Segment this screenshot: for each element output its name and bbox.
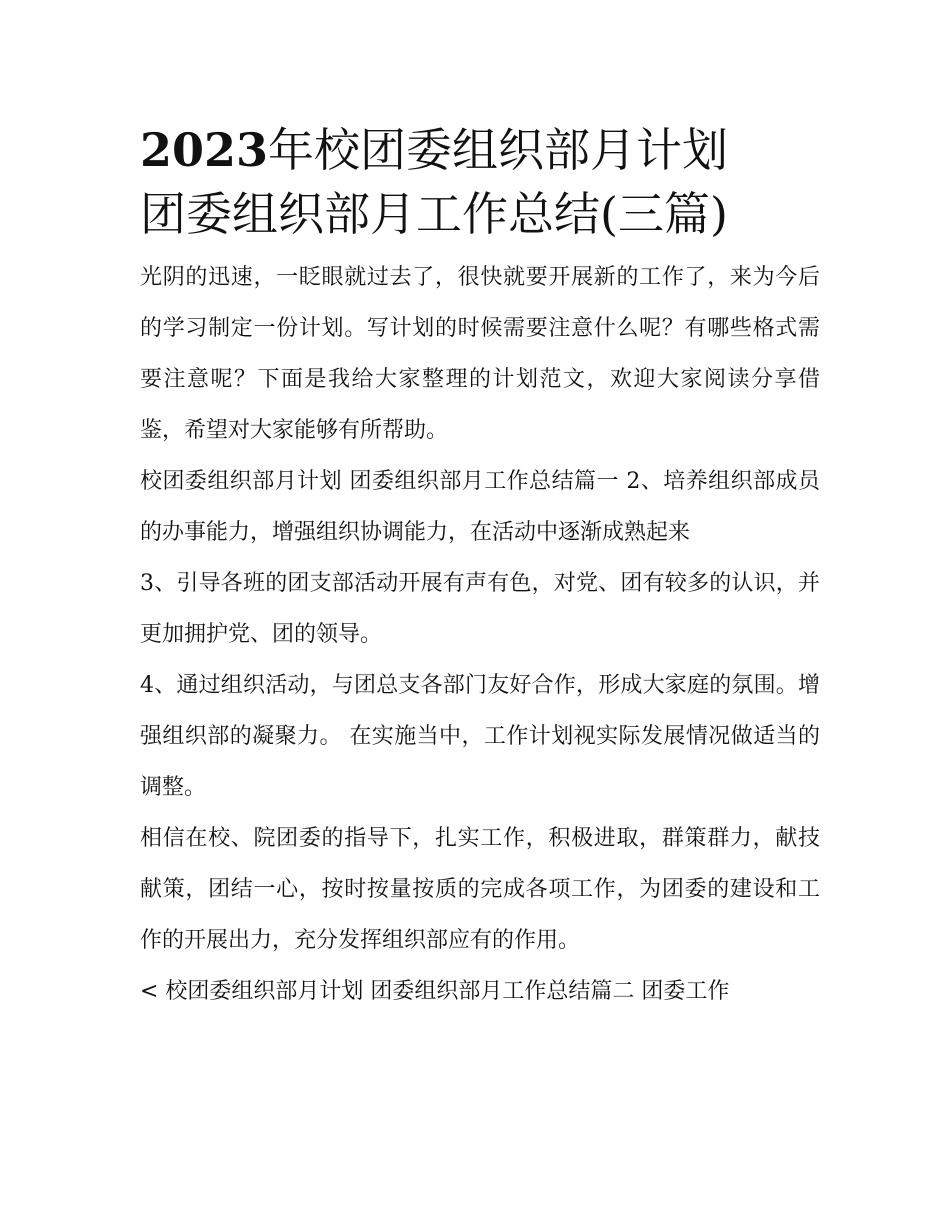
paragraph-item-4: 4、通过组织活动，与团总支各部门友好合作，形成大家庭的氛围。增强组织部的凝聚力。 在实施当中，工作计划视实际发展情况做适当的调整。 xyxy=(140,673,820,800)
title-line-2: 团委组织部月工作总结(三篇) xyxy=(140,187,728,241)
document-body xyxy=(140,118,820,1017)
paragraph-conclusion: 相信在校、院团委的指导下，扎实工作，积极进取，群策群力，献技献策，团结一心，按时按量按质的完成各项工作，为团委的建设和工作的开展出力，充分发挥组织部应有的作用。 xyxy=(140,826,820,953)
document-title xyxy=(140,118,820,246)
paragraph-intro: 光阴的迅速，一眨眼就过去了，很快就要开展新的工作了，来为今后的学习制定一份计划。写计划的时候需要注意什么呢？有哪些格式需要注意呢？下面是我给大家整理的计划范文，欢迎大家阅读分享借鉴，希望对大家能够有所帮助。 xyxy=(140,265,820,443)
paragraph-section-2: < 校团委组织部月计划 团委组织部月工作总结篇二 团委工作 xyxy=(140,979,730,1004)
title-year: 2023 xyxy=(140,123,269,177)
paragraph-item-3: 3、引导各班的团支部活动开展有声有色，对党、团有较多的认识，并更加拥护党、团的领导。 xyxy=(140,571,820,647)
title-line-1 xyxy=(140,118,820,182)
paragraph-section-1: 校团委组织部月计划 团委组织部月工作总结篇一 2、培养组织部成员的办事能力，增强组织协调能力，在活动中逐渐成熟起来 xyxy=(140,469,820,545)
title-line-1-text: 年校团委组织部月计划 xyxy=(268,123,729,177)
